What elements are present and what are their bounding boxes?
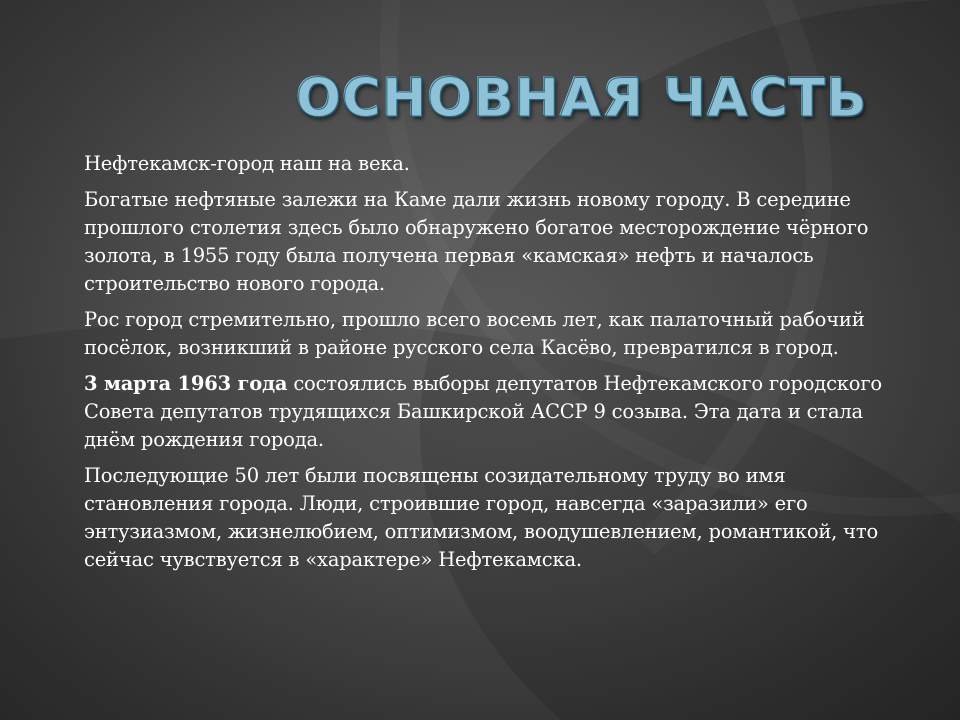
paragraph-text: Нефтекамск-город наш на века. (84, 152, 410, 175)
paragraph-4 (84, 370, 884, 454)
paragraph-3 (84, 306, 884, 362)
paragraph-1 (84, 150, 884, 178)
paragraph-text: Рос город стремительно, прошло всего восемь лет, как палаточный рабочий посёлок, возникший в районе русского села Касёво, превратился в город. (84, 308, 865, 359)
paragraph-text: состоялись выборы депутатов Нефтекамского городского Совета депутатов трудящихся Башкирской АССР 9 созыва. Эта дата и стала днём рождения города. (84, 372, 882, 451)
slide-body (84, 150, 884, 582)
slide-title: ОСНОВНАЯ ЧАСТЬ (296, 68, 868, 129)
paragraph-text: Богатые нефтяные залежи на Каме дали жизнь новому городу. В середине прошлого столетия здесь было обнаружено богатое месторождение чёрного золота, в 1955 году была получена первая «камская» нефть и началось строительство нового города. (84, 188, 869, 295)
paragraph-2 (84, 186, 884, 298)
paragraph-5 (84, 462, 884, 574)
paragraph-text: Последующие 50 лет были посвящены созидательному труду во имя становления города. Люди, строившие город, навсегда «заразили» его энтузиазмом, жизнелюбием, оптимизмом, воодушевлением, романтикой, что сейчас чувствуется в «характере» Нефтекамска. (84, 464, 879, 571)
paragraph-date-bold: 3 марта 1963 года (84, 372, 288, 395)
